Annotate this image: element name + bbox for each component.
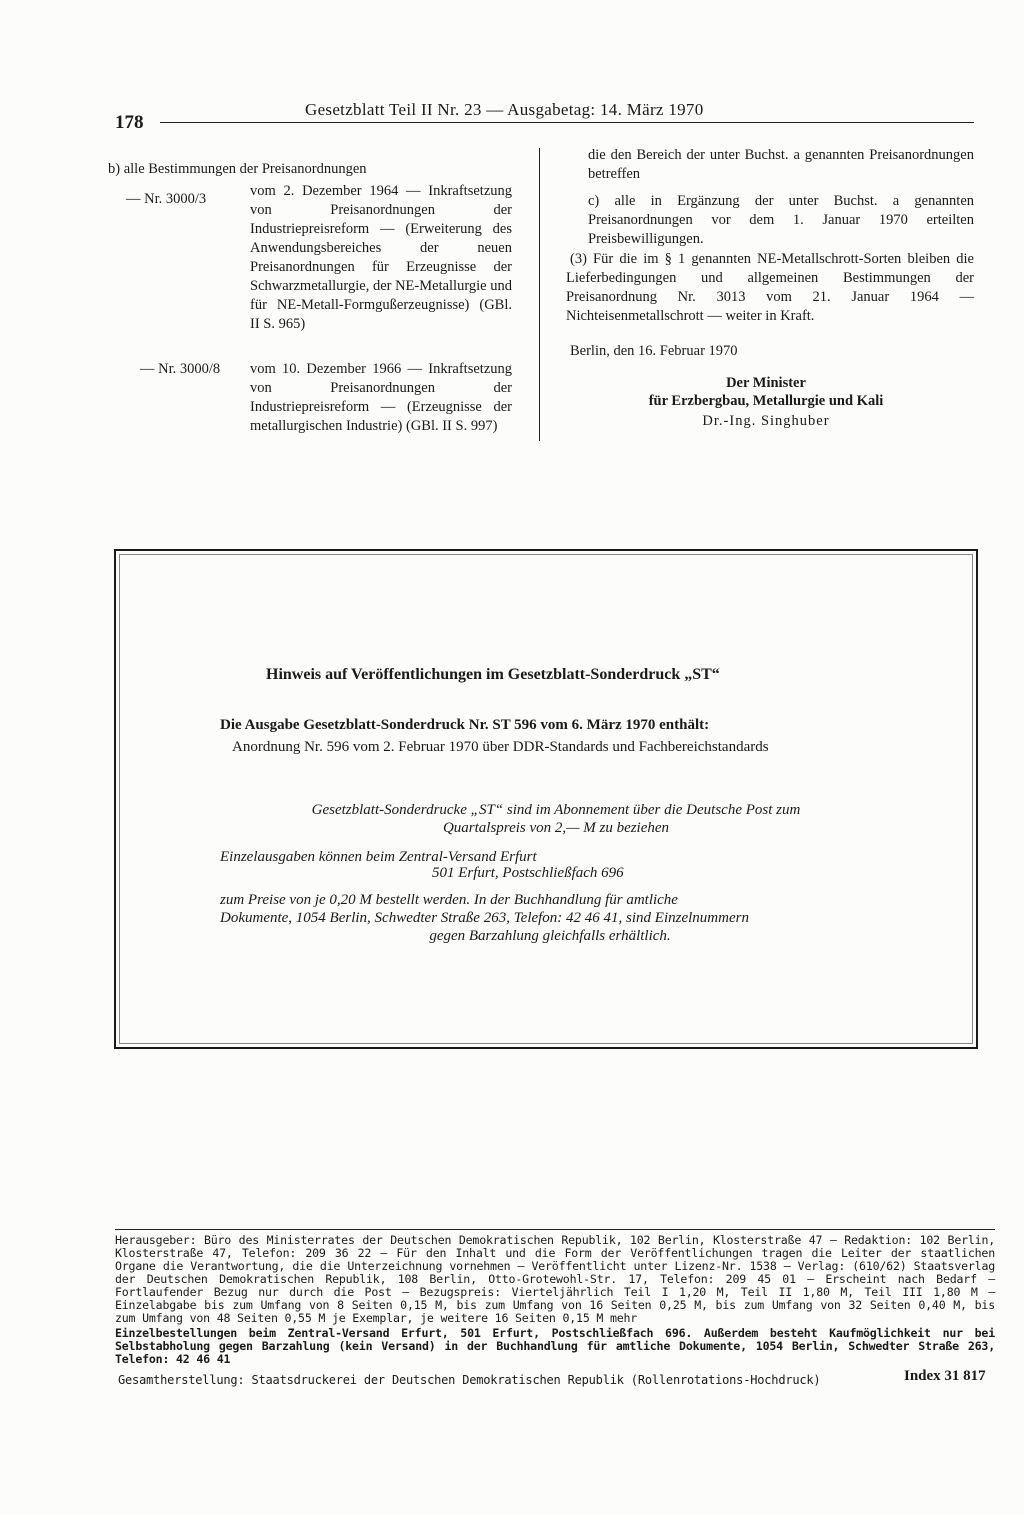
order-info: Einzelbestellungen beim Zentral-Versand Erfurt, 501 Erfurt, Postschließfach 696. Außerdem besteht Kaufmöglichkeit nur bei Selbstabholung gegen Barzahlung (kein Versand) in der Buchhandlung für amtliche Dokumente, 1054 Berlin, Schwedter Straße 263, Telefon: 42 46 41 bbox=[115, 1326, 995, 1366]
imprint: Herausgeber: Büro des Ministerrates der Deutschen Demokratischen Republik, 102 Berlin, Klosterstraße 47 — Redaktion: 102 Berlin, Klosterstraße 47, Telefon: 209 36 22 — Für den Inhalt und die Form der Veröffentlichungen tragen die Leiter der staatlichen Organe die Verantwortung, die die Unterzeichnung vornehmen — Veröffentlicht unter Lizenz-Nr. 1538 — Verlag: (610/62) Staatsverlag der Deutschen Demokratischen Republik, 108 Berlin, Otto-Grotewohl-Str. 17, Telefon: 209 45 01 — Erscheint nach Bedarf — Fortlaufender Bezug nur durch die Post — Bezugspreis: Vierteljährlich Teil I 1,20 M, Teil II 1,80 M, Teil III 1,80 M — Einzelabgabe bis zum Umfang von 8 Seiten 0,15 M, bis zum Umfang von 16 Seiten 0,25 M, bis zum Umfang von 32 Seiten 0,40 M, bis zum Umfang von 48 Seiten 0,55 M je Exemplar, je weitere 16 Seiten 0,15 M mehr bbox=[115, 1233, 995, 1325]
index-number: Index 31 817 bbox=[904, 1368, 986, 1384]
printer-line: Gesamtherstellung: Staatsdruckerei der Deutschen Demokratischen Republik (Rollenrotations-Hochdruck) bbox=[118, 1373, 821, 1387]
continuation-text: die den Bereich der unter Buchst. a genannten Preisanordnungen betreffen bbox=[588, 147, 974, 182]
page-number: 178 bbox=[115, 112, 144, 133]
notice-abo-line2: Quartalspreis von 2,— M zu beziehen bbox=[442, 820, 670, 836]
item-text: vom 10. Dezember 1966 — Inkraftsetzung von Preisanordnungen der Industriepreisreform — (Erzeugnisse der metallurgischen Industrie) (GBl. II S. 997) bbox=[250, 361, 512, 434]
left-intro: b) alle Bestimmungen der Preisanordnungen bbox=[108, 161, 367, 177]
notice-preis-line1: zum Preise von je 0,20 M bestellt werden. In der Buchhandlung für amtliche bbox=[220, 892, 678, 908]
notice-title: Hinweis auf Veröffentlichungen im Gesetzblatt-Sonderdruck „ST“ bbox=[266, 666, 720, 683]
running-head: Gesetzblatt Teil II Nr. 23 — Ausgabetag: 14. März 1970 bbox=[305, 100, 704, 119]
signature-ministry: für Erzbergbau, Metallurgie und Kali bbox=[648, 393, 884, 409]
item-number: — Nr. 3000/3 bbox=[126, 191, 207, 207]
item-c: c) alle in Ergänzung der unter Buchst. a genannten Preisanordnungen vor dem 1. Januar 1970 erteilten Preisbewilligungen. bbox=[588, 193, 974, 247]
signature-name: Dr.-Ing. Singhuber bbox=[702, 413, 830, 429]
notice-preis-line3: gegen Barzahlung gleichfalls erhältlich. bbox=[429, 928, 671, 944]
notice-einzel-line2: 501 Erfurt, Postschließfach 696 bbox=[432, 865, 624, 881]
right-column bbox=[566, 146, 974, 446]
item-number: — Nr. 3000/8 bbox=[140, 361, 221, 377]
notice-einzel-line1: Einzelausgaben können beim Zentral-Versand Erfurt bbox=[220, 849, 537, 865]
place-date: Berlin, den 16. Februar 1970 bbox=[570, 343, 738, 359]
column-rule bbox=[539, 148, 540, 441]
item-text: vom 2. Dezember 1964 — Inkraftsetzung von Preisanordnungen der Industriepreisreform — (Erweiterung des Anwendungsbereiches der neuen Preisanordnungen für Erzeugnisse der Schwarzmetallurgie, der NE-Metallurgie und für NE-Metall-Formgußerzeugnisse) (GBl. II S. 965) bbox=[250, 183, 512, 332]
notice-abo-line1: Gesetzblatt-Sonderdrucke „ST“ sind im Abonnement über die Deutsche Post zum bbox=[311, 802, 801, 818]
notice-anordnung: Anordnung Nr. 596 vom 2. Februar 1970 über DDR-Standards und Fachbereichstandards bbox=[232, 739, 769, 755]
notice-box bbox=[114, 549, 978, 1049]
signature-title: Der Minister bbox=[726, 375, 806, 391]
left-column bbox=[108, 160, 528, 460]
notice-issue-line: Die Ausgabe Gesetzblatt-Sonderdruck Nr. ST 596 vom 6. März 1970 enthält: bbox=[220, 717, 710, 733]
header-rule bbox=[160, 122, 974, 123]
footer-rule bbox=[115, 1229, 995, 1230]
notice-preis-line2: Dokumente, 1054 Berlin, Schwedter Straße 263, Telefon: 42 46 41, sind Einzelnummern bbox=[220, 910, 749, 926]
paragraph-3: (3) Für die im § 1 genannten NE-Metallschrott-Sorten bleiben die Lieferbedingungen und allgemeinen Bestimmungen der Preisanordnung Nr. 3013 vom 21. Januar 1964 — Nichteisenmetallschrott — weiter in Kraft. bbox=[566, 251, 974, 324]
